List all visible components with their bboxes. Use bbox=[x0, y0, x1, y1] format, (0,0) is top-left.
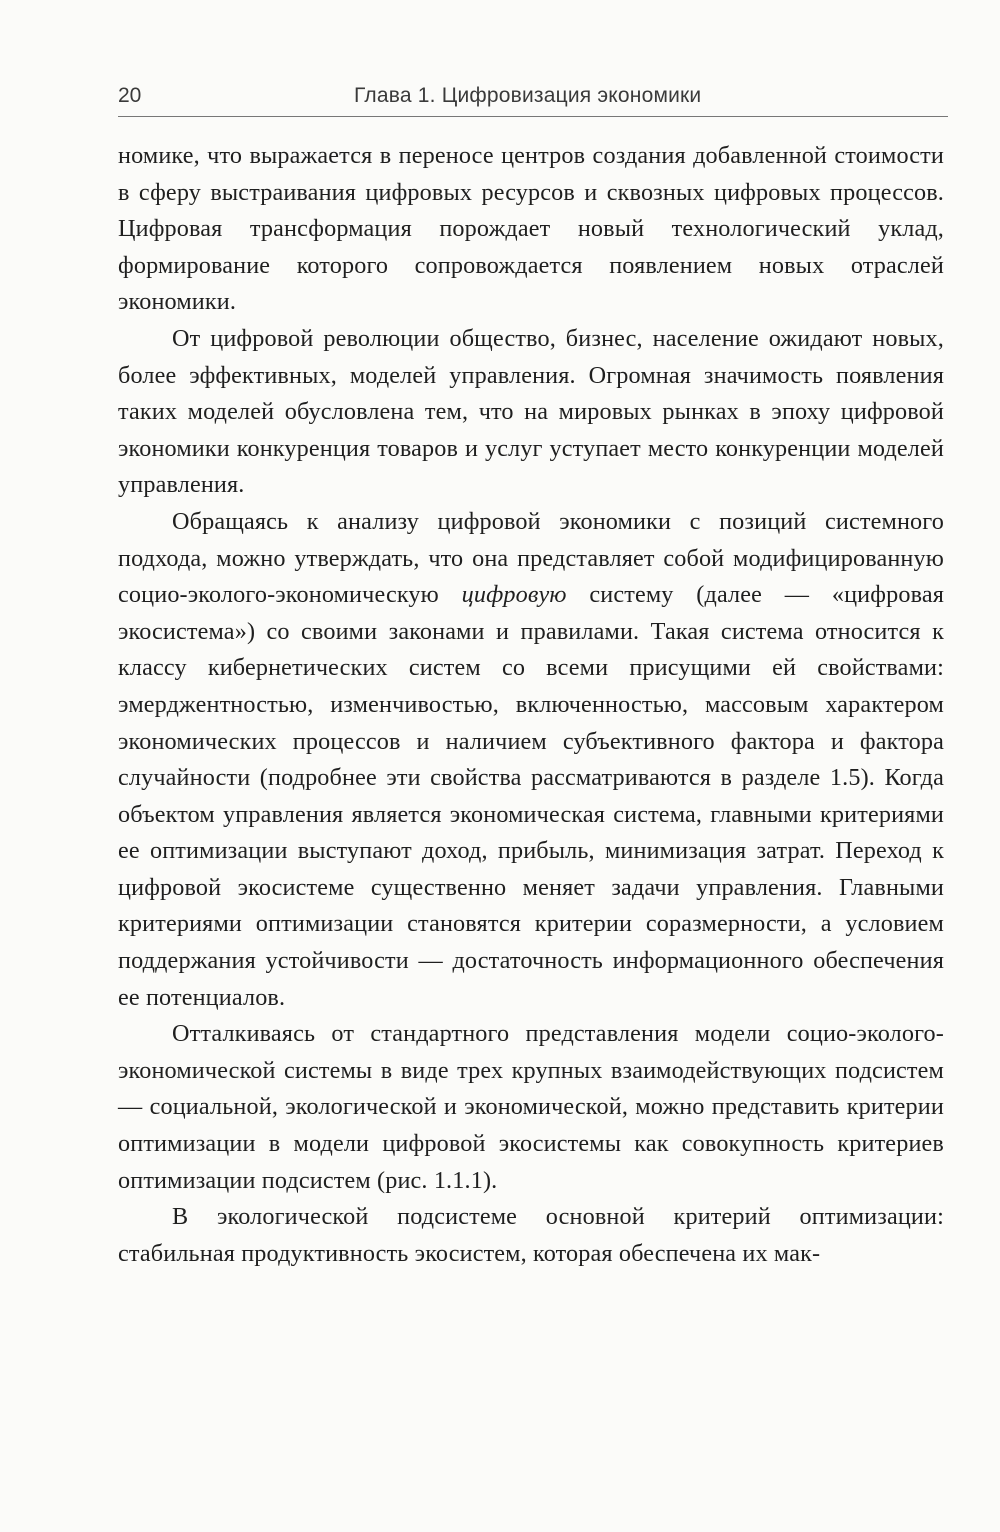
paragraph-system-approach bbox=[118, 504, 944, 1016]
paragraph-subsystems: Отталкиваясь от стандартного представления модели социо-эколого-экономической системы в виде трех крупных взаимодействующих подсистем — социальной, экологической и экономической, можно представить критерии оптимизации в модели цифровой экосистемы как совокупность критериев оптимизации подсистем (рис. 1.1.1). bbox=[118, 1020, 944, 1194]
italic-term: цифровую bbox=[461, 581, 567, 609]
running-header bbox=[118, 82, 948, 117]
page-number: 20 bbox=[118, 84, 142, 107]
paragraph-continuation: номике, что выражается в переносе центров создания добавленной стоимости в сферу выстраивания цифровых ресурсов и сквозных цифровых процессов. Цифровая трансформация порождает новый технологический уклад, формирование которого сопровождается появлением новых отраслей экономики. bbox=[118, 142, 944, 316]
page-body bbox=[118, 138, 944, 1272]
paragraph-text: систему (далее — «цифровая экосистема») со своими законами и правилами. Такая система относится к классу кибернетических систем со всеми присущими ей свойствами: эмерджентностью, изменчивостью, включенностью, массовым характером экономических процессов и наличием субъективного фактора и фактора случайности (подробнее эти свойства рассматриваются в разделе 1.5). Когда объектом управления является экономическая система, главными критериями ее оптимизации выступают доход, прибыль, минимизация затрат. Переход к цифровой экосистеме существенно меняет задачи управления. Главными критериями оптимизации становятся критерии соразмерности, а условием поддержания устойчивости — достаточность информационного обеспечения ее потенциалов. bbox=[118, 581, 944, 1011]
paragraph-ecological-subsystem: В экологической подсистеме основной критерий оптимизации: стабильная продуктивность экосистем, которая обеспечена их мак- bbox=[118, 1203, 944, 1267]
chapter-title: Глава 1. Цифровизация экономики bbox=[354, 84, 702, 107]
paragraph-text: Обращаясь к анализу цифровой экономики с позиций системного подхода, можно утверждать, что она представляет собой модифицированную социо-эколого-экономическую bbox=[118, 507, 944, 609]
paragraph-digital-revolution: От цифровой революции общество, бизнес, население ожидают новых, более эффективных, моделей управления. Огромная значимость появления таких моделей обусловлена тем, что на мировых рынках в эпоху цифровой экономики конкуренция товаров и услуг уступает место конкуренции моделей управления. bbox=[118, 324, 944, 499]
